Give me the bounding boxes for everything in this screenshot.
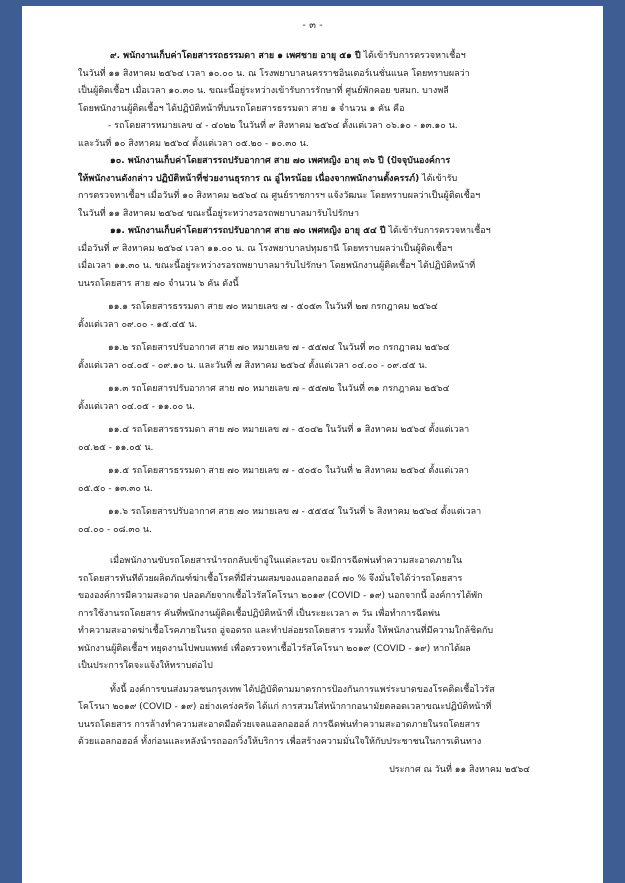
case-11-item-2-line-1: ๑๑.๒ รถโดยสารปรับอากาศ สาย ๗๐ หมายเลข ๗ - ๕๕๗๔ ในวันที่ ๓๐ กรกฎาคม ๒๕๖๔: [108, 343, 450, 353]
case-11-item-6-line-1: ๑๑.๖ รถโดยสารปรับอากาศ สาย ๗๐ หมายเลข ๗ - ๕๕๕๔ ในวันที่ ๖ สิงหาคม ๒๕๖๔ ตั้งแต่เวลา: [108, 507, 482, 517]
paragraph-disinfection: [78, 553, 548, 676]
para-1-line-1: เมื่อพนักงานขับรถโดยสารนำรถกลับเข้าอู่ในแต่ละรอบ จะมีการฉีดพ่นทำความสะอาดภายใน: [110, 556, 463, 566]
case-11-item-5-line-2: ๐๕.๕๐ - ๑๓.๓๐ น.: [78, 483, 153, 494]
para-1-line-4: การใช้งานรถโดยสาร คันที่พนักงานผู้ติดเชื้อปฏิบัติหน้าที่ เป็นระยะเวลา ๓ วัน เพื่อทำการฉีดพ่น: [78, 608, 441, 619]
case-11-item-3-line-2: ตั้งแต่เวลา ๐๔.๐๕ - ๑๑.๐๐ น.: [78, 401, 196, 412]
para-1-line-3: ขององค์การมีความสะอาด ปลอดภัยจากเชื้อไวรัสโคโรนา ๒๐๑๙ (COVID - ๑๙) นอกจากนี้ องค์การได้พัก: [78, 591, 483, 601]
case-10-line-2-rest: ได้เข้ารับ: [419, 173, 458, 184]
case-9-line-3: เป็นผู้ติดเชื้อฯ เมื่อเวลา ๑๐.๓๐ น. ขณะนี้อยู่ระหว่างเข้ารับการรักษาที่ ศูนย์พักคอย ขสมก. บางพลี: [78, 86, 449, 96]
case-11-item-6-line-2: ๐๔.๐๐ - ๐๘.๓๐ น.: [78, 524, 152, 535]
para-2-line-1: ทั้งนี้ องค์การขนส่งมวลชนกรุงเทพ ได้ปฏิบัติตามมาตรการป้องกันการแพร่ระบาดของโรคติดเชื้อไวรัส: [110, 684, 495, 695]
case-11-item-2-line-2: ตั้งแต่เวลา ๐๔.๐๕ - ๐๙.๑๐ น. และวันที่ ๗ สิงหาคม ๒๕๖๔ ตั้งแต่เวลา ๐๔.๐๐ - ๐๙.๔๕ น.: [78, 360, 428, 371]
case-11-line-1-rest: ได้เข้ารับการตรวจหาเชื้อฯ: [385, 226, 491, 236]
case-11-item-1-line-1: ๑๑.๑ รถโดยสารธรรมดา สาย ๗๐ หมายเลข ๗ - ๕๐๕๓ ในวันที่ ๒๗ กรกฎาคม ๒๕๖๔: [108, 302, 438, 312]
case-9-detail-1: - รถโดยสารหมายเลข ๔ - ๔๐๒๒ ในวันที่ ๙ สิงหาคม ๒๕๖๔ ตั้งแต่เวลา ๐๖.๑๐ - ๑๓.๑๐ น.: [108, 121, 458, 131]
case-11: [78, 223, 548, 539]
case-10: [78, 153, 548, 223]
announcement-date: ประกาศ ณ วันที่ ๑๑ สิงหาคม ๒๕๖๔: [389, 764, 530, 775]
case-11-item-4-line-2: ๐๔.๒๕ - ๑๑.๐๕ น.: [78, 442, 154, 453]
case-11-item-4-line-1: ๑๑.๔ รถโดยสารธรรมดา สาย ๗๐ หมายเลข ๗ - ๕๐๔๒ ในวันที่ ๑ สิงหาคม ๒๕๖๔ ตั้งแต่เวลา: [108, 425, 470, 435]
page-number: - ๓ -: [302, 20, 323, 31]
case-9-heading: ๙. พนักงานเก็บค่าโดยสารรถธรรมดา สาย ๑ เพศชาย อายุ ๕๑ ปี: [110, 51, 361, 61]
case-9-line-4: โดยพนักงานผู้ติดเชื้อฯ ได้ปฏิบัติหน้าที่บนรถโดยสารธรรมดา สาย ๑ จำนวน ๑ คัน คือ: [78, 103, 405, 114]
case-11-item-3-line-1: ๑๑.๓ รถโดยสารปรับอากาศ สาย ๗๐ หมายเลข ๗ - ๕๕๗๒ ในวันที่ ๓๑ กรกฎาคม ๒๕๖๔: [108, 384, 450, 394]
case-9: [78, 48, 548, 153]
case-9-line-1: [78, 48, 548, 66]
case-10-line-3: การตรวจหาเชื้อฯ เมื่อวันที่ ๑๐ สิงหาคม ๒๕๖๔ ณ ศูนย์ราชการฯ แจ้งวัฒนะ โดยทราบผลว่าเป็นผู้ติดเชื้อฯ: [78, 191, 481, 201]
case-10-heading-2: ให้พนักงานดังกล่าว ปฏิบัติหน้าที่ช่วยงานธุรการ ณ อู่ไทรน้อย เนื่องจากพนักงานตั้งครรภ์): [78, 173, 420, 184]
para-1-line-7: เป็นประการใดจะแจ้งให้ทราบต่อไป: [78, 661, 213, 671]
case-11-line-3: เมื่อเวลา ๑๑.๓๐ น. ขณะนี้อยู่ระหว่างรอรถพยาบาลมารับไปรักษา โดยพนักงานผู้ติดเชื้อฯ ได้ปฏิบัติหน้าที่: [78, 261, 476, 271]
case-11-line-2: เมื่อวันที่ ๙ สิงหาคม ๒๕๖๔ เวลา ๑๑.๐๐ น. ณ โรงพยาบาลปทุมธานี โดยทราบผลว่าเป็นผู้ติดเชื้อฯ: [78, 243, 453, 254]
para-2-line-3: บนรถโดยสาร การล้างทำความสะอาดมือด้วยเจลแอลกอฮอล์ การฉีดพ่นทำความสะอาดภายในรถโดยสาร: [78, 719, 481, 730]
document-body: [78, 48, 548, 779]
case-11-heading: ๑๑. พนักงานเก็บค่าโดยสารรถปรับอากาศ สาย ๗๐ เพศหญิง อายุ ๕๔ ปี: [110, 226, 386, 236]
case-9-line-2: ในวันที่ ๑๑ สิงหาคม ๒๕๖๔ เวลา ๑๐.๐๐ น. ณ โรงพยาบาลนครราชอินเตอร์เนชั่นแนล โดยทราบผลว่า: [78, 68, 470, 79]
para-1-line-2: รถโดยสารทันทีด้วยผลิตภัณฑ์ฆ่าเชื้อโรคที่มีส่วนผสมของแอลกอฮอล์ ๗๐ % จึงมั่นใจได้ว่ารถโดยสาร: [78, 573, 463, 584]
case-11-item-5-line-1: ๑๑.๕ รถโดยสารธรรมดา สาย ๗๐ หมายเลข ๗ - ๕๐๕๐ ในวันที่ ๒ สิงหาคม ๒๕๖๔ ตั้งแต่เวลา: [108, 466, 469, 476]
case-10-heading: ๑๐. พนักงานเก็บค่าโดยสารรถปรับอากาศ สาย ๗๐ เพศหญิง อายุ ๓๖ ปี (ปัจจุบันองค์การ: [110, 156, 451, 166]
para-2-line-4: ด้วยแอลกอฮอล์ ทั้งก่อนและหลังนำรถออกวิ่งให้บริการ เพื่อสร้างความมั่นใจให้กับประชาชนในการเดินทาง: [78, 737, 482, 747]
case-9-line-1-rest: ได้เข้ารับการตรวจหาเชื้อฯ: [360, 51, 466, 61]
para-1-line-5: ทำความสะอาดฆ่าเชื้อโรคภายในรถ อู่จอดรถ และทำปล่อยรถโดยสาร รวมทั้ง ให้พนักงานที่มีความใกล้ชิดกับ: [78, 626, 494, 636]
case-10-line-4: ในวันที่ ๑๑ สิงหาคม ๒๕๖๔ ขณะนี้อยู่ระหว่างรอรถพยาบาลมารับไปรักษา: [78, 208, 360, 219]
case-11-line-1: [78, 223, 548, 241]
document-page: [22, 6, 603, 883]
case-11-item-1-line-2: ตั้งแต่เวลา ๐๙.๐๐ - ๑๕.๔๕ น.: [78, 319, 198, 330]
case-11-line-4: บนรถโดยสาร สาย ๗๐ จำนวน ๖ คัน ดังนี้: [78, 278, 239, 289]
case-10-line-2: [78, 171, 548, 189]
case-9-detail-2: และวันที่ ๑๐ สิงหาคม ๒๕๖๔ ตั้งแต่เวลา ๐๕.๒๐ - ๑๐.๓๐ น.: [78, 138, 309, 149]
para-2-line-2: โคโรนา ๒๐๑๙ (COVID - ๑๙) อย่างเคร่งครัด ได้แก่ การสวมใส่หน้ากากอนามัยตลอดเวลาขณะปฏิบัติหน้าที่: [78, 702, 492, 712]
para-1-line-6: พนักงานผู้ติดเชื้อฯ หยุดงานไปพบแพทย์ เพื่อตรวจหาเชื้อไวรัสโคโรนา ๒๐๑๙ (COVID - ๑๙) หากได้ผล: [78, 643, 471, 654]
paragraph-measures: [78, 682, 548, 752]
